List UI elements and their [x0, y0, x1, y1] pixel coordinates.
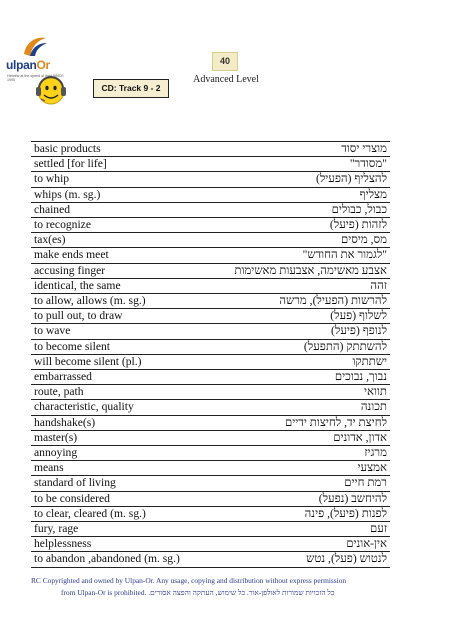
- vocab-row: [31, 461, 390, 476]
- vocab-row: [31, 187, 390, 202]
- vocab-row: [31, 552, 390, 567]
- vocab-english: chained: [31, 202, 217, 217]
- vocab-english: route, path: [31, 385, 217, 400]
- vocab-row: [31, 248, 390, 263]
- vocab-hebrew: זעם: [217, 522, 390, 537]
- vocab-hebrew: נבוך, נבוכים: [217, 370, 390, 385]
- vocab-english: accusing finger: [31, 263, 217, 278]
- vocabulary-table: [31, 141, 390, 568]
- vocab-english: standard of living: [31, 476, 217, 491]
- vocab-hebrew: רמת חיים: [217, 476, 390, 491]
- logo-swirl-icon: [20, 34, 50, 58]
- vocab-hebrew: לשלוף (פעל): [217, 309, 390, 324]
- vocab-hebrew: זהה: [217, 278, 390, 293]
- vocab-english: tax(es): [31, 233, 217, 248]
- vocab-hebrew: אמצעי: [217, 461, 390, 476]
- vocab-english: to whip: [31, 172, 217, 187]
- vocab-hebrew: לזהות (פיעל): [217, 218, 390, 233]
- vocab-row: [31, 430, 390, 445]
- vocab-row: [31, 522, 390, 537]
- vocab-row: [31, 537, 390, 552]
- vocab-hebrew: להצליף (הפעיל): [217, 172, 390, 187]
- vocab-hebrew: להיחשב (נפעל): [217, 491, 390, 506]
- vocab-english: annoying: [31, 446, 217, 461]
- vocab-english: to recognize: [31, 218, 217, 233]
- vocab-english: basic products: [31, 142, 217, 157]
- vocab-row: [31, 263, 390, 278]
- vocab-english: settled [for life]: [31, 157, 217, 172]
- vocab-row: [31, 294, 390, 309]
- vocab-english: make ends meet: [31, 248, 217, 263]
- vocab-english: to abandon ,abandoned (m. sg.): [31, 552, 217, 567]
- vocab-row: [31, 142, 390, 157]
- vocab-row: [31, 339, 390, 354]
- vocab-row: [31, 202, 390, 217]
- vocab-hebrew: לפנות (פיעל), פינה: [217, 506, 390, 521]
- vocab-english: to wave: [31, 324, 217, 339]
- vocab-english: embarrassed: [31, 370, 217, 385]
- vocab-english: to clear, cleared (m. sg.): [31, 506, 217, 521]
- vocab-row: [31, 385, 390, 400]
- vocab-hebrew: להרשות (הפעיל), מרשה: [217, 294, 390, 309]
- course-level: Advanced Level: [193, 74, 259, 85]
- vocab-english: means: [31, 461, 217, 476]
- vocab-hebrew: להשתתק (התפעל): [217, 339, 390, 354]
- logo-wordmark: ulpanOr: [6, 58, 50, 72]
- vocab-hebrew: לנופף (פיעל): [217, 324, 390, 339]
- vocab-english: fury, rage: [31, 522, 217, 537]
- copyright-hebrew: כל הזכויות שמורות לאולפן-אור. כל שימוש, העתקה והפצה אסורים.: [148, 588, 335, 597]
- vocab-row: [31, 370, 390, 385]
- cd-track-box: CD: Track 9 - 2: [93, 79, 169, 98]
- vocab-row: [31, 354, 390, 369]
- vocab-english: will become silent (pl.): [31, 354, 217, 369]
- vocab-english: whips (m. sg.): [31, 187, 217, 202]
- vocab-row: [31, 172, 390, 187]
- vocab-row: [31, 476, 390, 491]
- vocab-hebrew: ישתתקו: [217, 354, 390, 369]
- vocab-hebrew: מוצרי יסוד: [217, 142, 390, 157]
- vocab-hebrew: מצליף: [217, 187, 390, 202]
- vocab-hebrew: "מסודר": [217, 157, 390, 172]
- vocab-row: [31, 400, 390, 415]
- vocab-english: handshake(s): [31, 415, 217, 430]
- vocab-hebrew: לחיצת יד, לחיצות ידיים: [217, 415, 390, 430]
- vocab-hebrew: מרגיז: [217, 446, 390, 461]
- vocab-row: [31, 491, 390, 506]
- vocab-hebrew: "לגמור את החודש": [217, 248, 390, 263]
- page-number-badge: 40: [212, 52, 238, 71]
- vocab-hebrew: אין-אונים: [217, 537, 390, 552]
- vocab-hebrew: אצבע מאשימה, אצבעות מאשימות: [217, 263, 390, 278]
- vocab-row: [31, 233, 390, 248]
- vocab-english: identical, the same: [31, 278, 217, 293]
- logo-tagline: Hebrew at the speed of light SINCE 1995: [7, 74, 64, 82]
- vocab-hebrew: תוואי: [217, 385, 390, 400]
- vocab-row: [31, 506, 390, 521]
- vocab-hebrew: כבול, כבולים: [217, 202, 390, 217]
- vocab-row: [31, 157, 390, 172]
- vocab-hebrew: אדון, אדונים: [217, 430, 390, 445]
- vocab-hebrew: לנטוש (פעל), נטש: [217, 552, 390, 567]
- copyright-line-2: [61, 588, 334, 597]
- vocab-english: master(s): [31, 430, 217, 445]
- vocab-english: to pull out, to draw: [31, 309, 217, 324]
- vocab-hebrew: מס, מיסים: [217, 233, 390, 248]
- copyright-english: from Ulpan-Or is prohibited.: [61, 588, 147, 597]
- vocab-english: helplessness: [31, 537, 217, 552]
- vocab-row: [31, 278, 390, 293]
- vocab-row: [31, 218, 390, 233]
- copyright-line: RC Copyrighted and owned by Ulpan-Or. Any usage, copying and distribution without express permission: [31, 576, 347, 585]
- vocab-english: to be considered: [31, 491, 217, 506]
- vocab-english: characteristic, quality: [31, 400, 217, 415]
- vocab-row: [31, 309, 390, 324]
- vocab-english: to become silent: [31, 339, 217, 354]
- vocab-row: [31, 324, 390, 339]
- vocab-row: [31, 446, 390, 461]
- vocab-row: [31, 415, 390, 430]
- vocab-hebrew: תכונה: [217, 400, 390, 415]
- vocab-english: to allow, allows (m. sg.): [31, 294, 217, 309]
